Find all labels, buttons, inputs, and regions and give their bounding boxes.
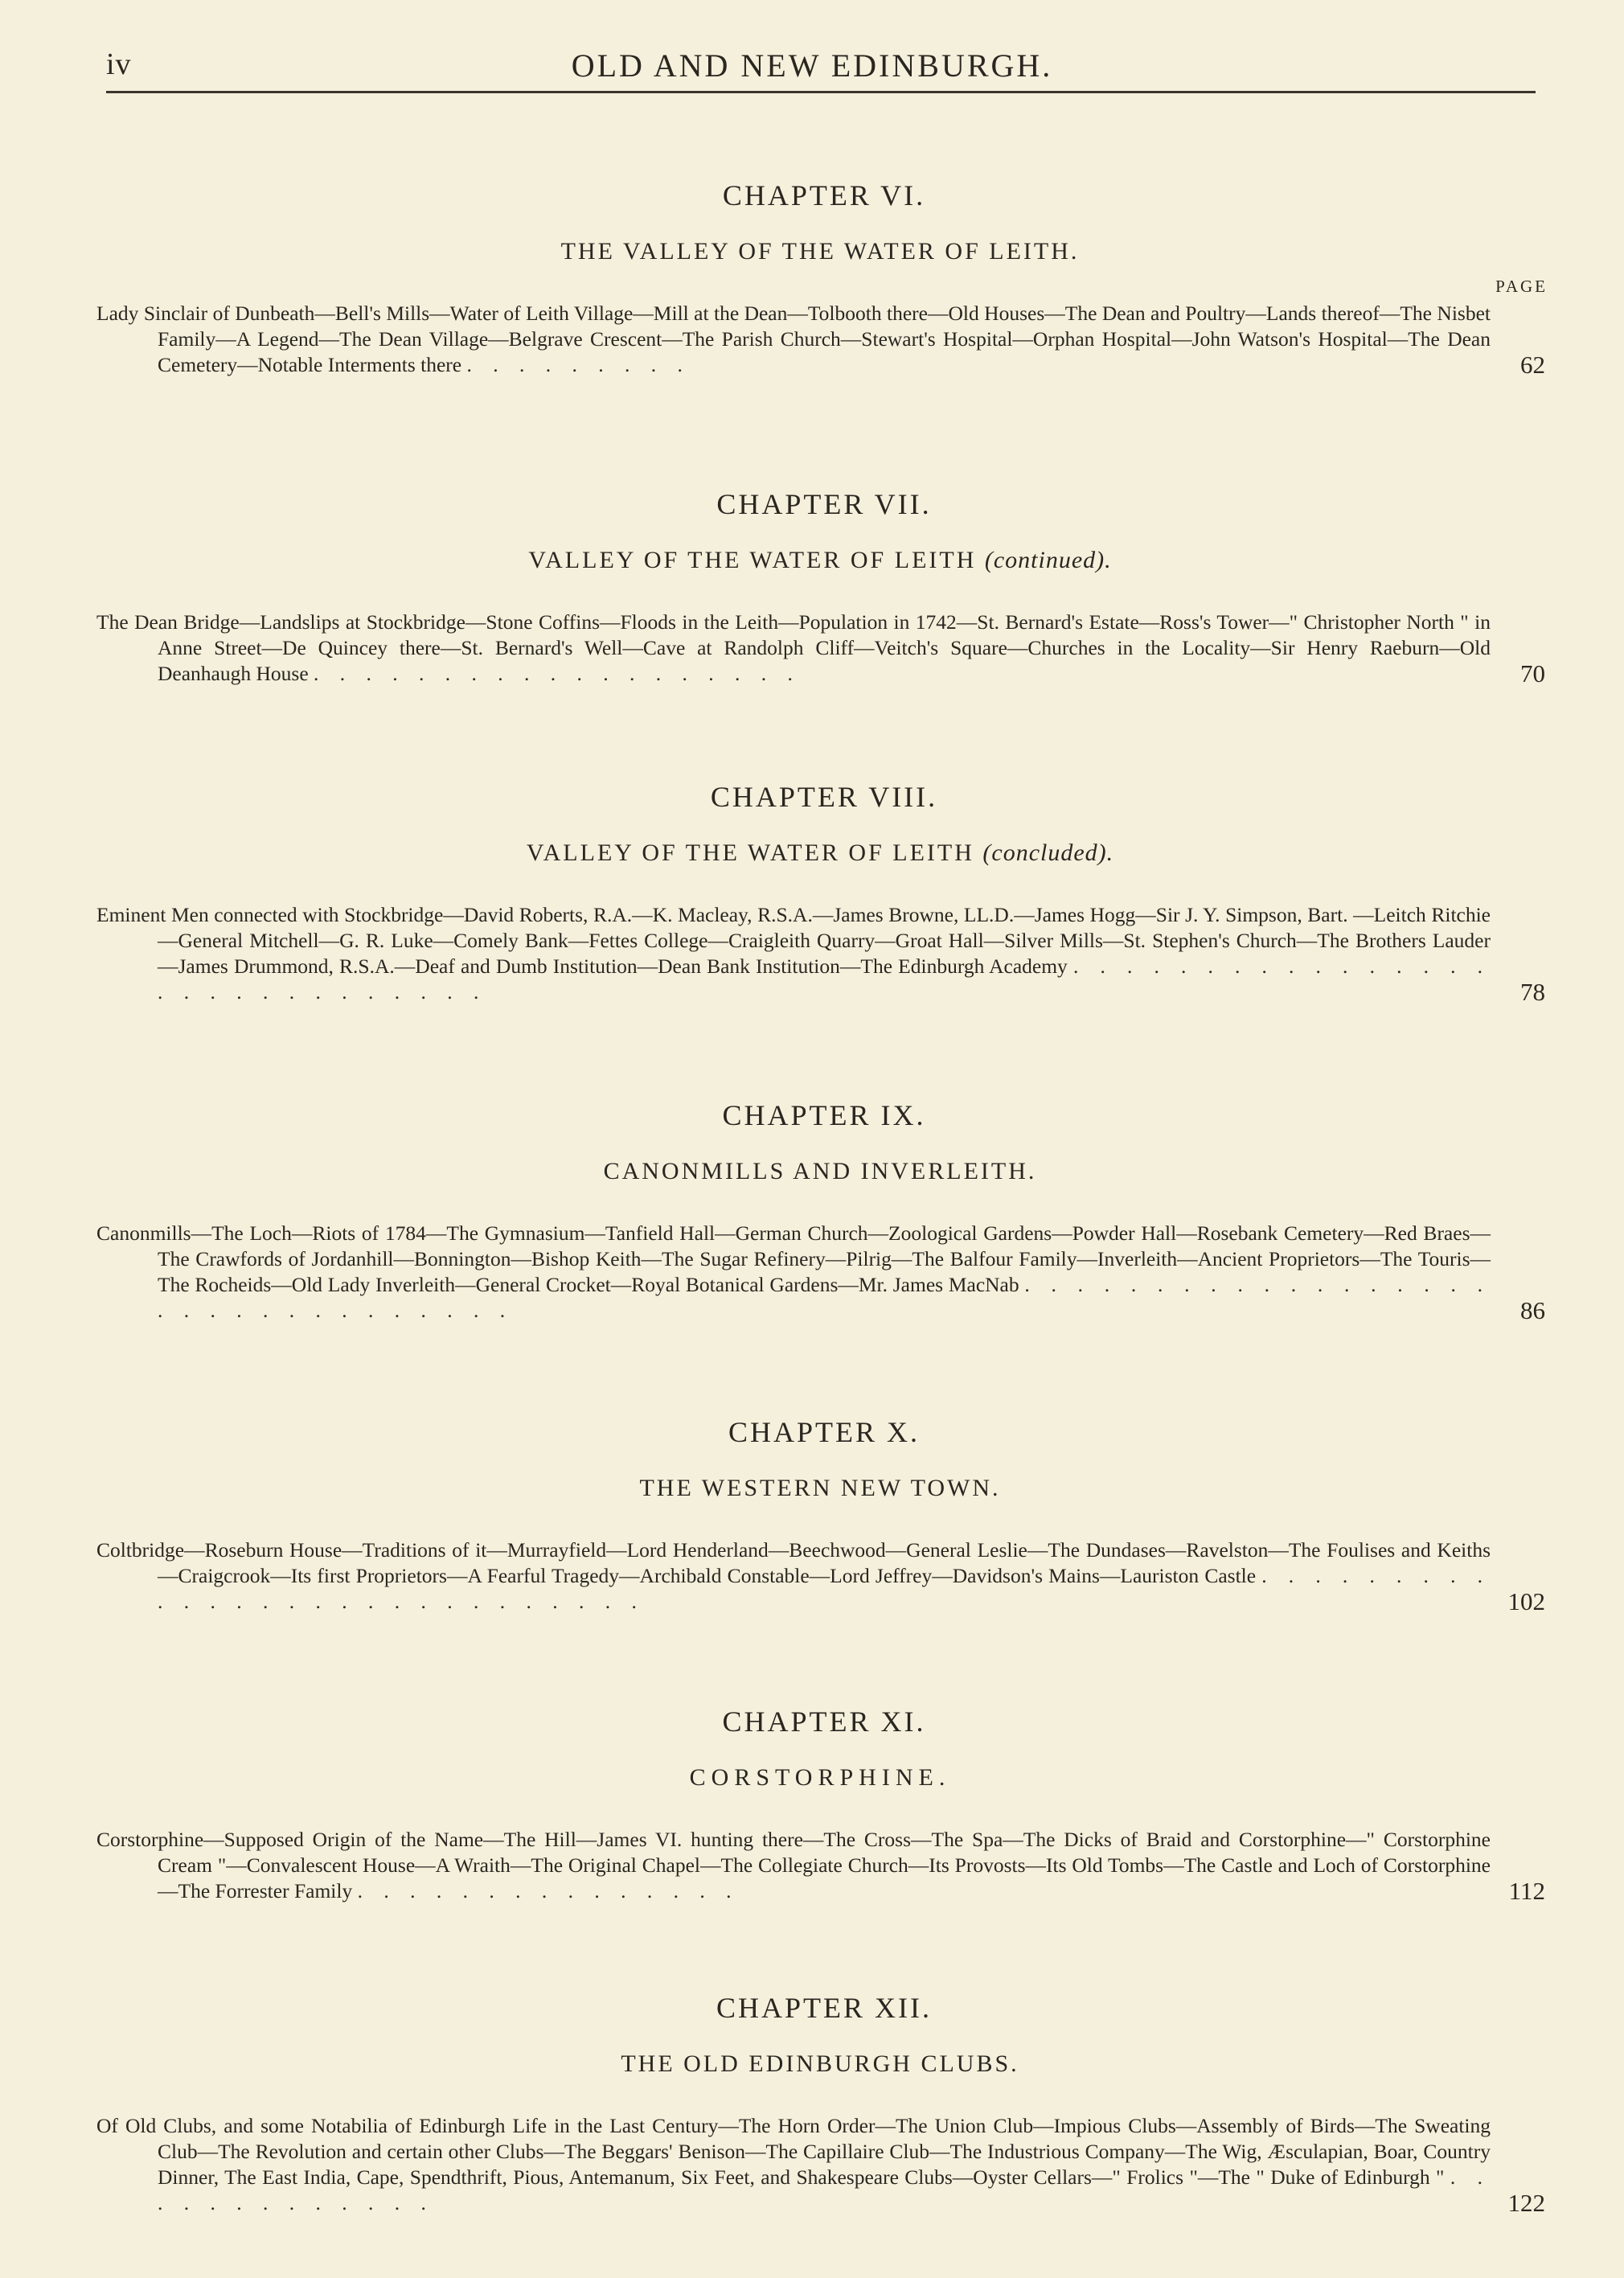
page-number: 122 bbox=[1507, 2189, 1545, 2217]
chapter-viii bbox=[96, 780, 1544, 1026]
chapter-x bbox=[96, 1415, 1544, 1636]
running-head bbox=[0, 47, 1624, 95]
chapter-number: CHAPTER XI. bbox=[722, 1705, 926, 1738]
chapter-title-text: THE VALLEY OF THE WATER OF LEITH. bbox=[560, 238, 1080, 265]
chapter-number: CHAPTER VIII. bbox=[710, 781, 938, 813]
page-number: 78 bbox=[1520, 978, 1545, 1006]
chapter-title bbox=[96, 1764, 1544, 1792]
contents-text: Corstorphine—Supposed Origin of the Name—The Hill—James VI. hunting there—The Cross—The Spa—The Dicks of Braid and Corstorphine—" Corstorphine Cream "—Convalescent House—A Wraith—The Original Chapel—The Collegiate Church—Its Provosts—Its Old Tombs—The Castle and Loch of Corstorphine—The Forrester Family bbox=[96, 1828, 1491, 1902]
chapter-number: CHAPTER IX. bbox=[722, 1099, 926, 1131]
page-number: 62 bbox=[1520, 351, 1545, 379]
chapter-title-suffix: (concluded). bbox=[982, 839, 1114, 866]
header-rule bbox=[106, 91, 1536, 93]
dot-leader: . . . . . . . . . . . . . . . . . . . bbox=[314, 662, 801, 685]
chapter-xi bbox=[96, 1705, 1544, 1925]
chapter-title-text: VALLEY OF THE WATER OF LEITH bbox=[526, 839, 974, 866]
contents-text: Canonmills—The Loch—Riots of 1784—The Gymnasium—Tanfield Hall—German Church—Zoological Gardens—Powder Hall—Rosebank Cemetery—Red Braes—The Crawfords of Jordanhill—Bonnington—Bishop Keith—The Sugar Refinery—Pilrig—The Balfour Family—Inverleith—Ancient Proprietors—The Touris—The Rocheids—Old Lady Inverleith—General Crocket—Royal Botanical Gardens—Mr. James MacNab bbox=[96, 1221, 1491, 1296]
dot-leader: . . . . . . . . . . . . . bbox=[158, 2165, 1491, 2214]
chapter-title bbox=[96, 238, 1544, 265]
contents-text: The Dean Bridge—Landslips at Stockbridge—Stone Coffins—Floods in the Leith—Population in 1742—St. Bernard's Estate—Ross's Tower—" Christopher North " in Anne Street—De Quincey there—St. Bernard's Well—Cave at Randolph Cliff—Veitch's Square—Churches in the Locality—Sir Henry Raeburn—Old Deanhaugh House bbox=[96, 610, 1491, 685]
chapter-number: CHAPTER X. bbox=[728, 1416, 921, 1448]
chapter-title bbox=[96, 839, 1544, 867]
page-column-label: PAGE bbox=[1495, 277, 1548, 296]
chapter-contents bbox=[96, 610, 1544, 687]
chapter-title-text: CORSTORPHINE. bbox=[689, 1764, 951, 1791]
chapter-contents bbox=[96, 301, 1544, 378]
contents-text: Of Old Clubs, and some Notabilia of Edinburgh Life in the Last Century—The Horn Order—The Union Club—Impious Clubs—Assembly of Birds—The Sweating Club—The Revolution and certain other Clubs—The Beggars' Benison—The Capillaire Club—The Industrious Company—The Wig, Æsculapian, Boar, Country Dinner, The East India, Cape, Spendthrift, Pious, Antemanum, Six Feet, and Shakespeare Clubs—Oyster Cellars—" Frolics "—The " Duke of Edinburgh " bbox=[96, 2114, 1491, 2189]
dot-leader: . . . . . . . . . . . . . . . . . . . . . . . . . . . . . bbox=[158, 954, 1491, 1004]
chapter-title bbox=[96, 547, 1544, 574]
chapter-vi bbox=[96, 179, 1548, 399]
dot-leader: . . . . . . . . . bbox=[466, 353, 691, 376]
chapter-contents bbox=[96, 1221, 1544, 1324]
chapter-number: CHAPTER XII. bbox=[716, 1992, 932, 2024]
chapter-title-text: CANONMILLS AND INVERLEITH. bbox=[603, 1158, 1037, 1184]
chapter-title-text: THE WESTERN NEW TOWN. bbox=[639, 1475, 1001, 1501]
chapter-title bbox=[96, 1475, 1544, 1502]
chapter-xii bbox=[96, 1991, 1544, 2237]
chapter-title-suffix: (continued). bbox=[984, 547, 1112, 573]
contents-text: Lady Sinclair of Dunbeath—Bell's Mills—Water of Leith Village—Mill at the Dean—Tolbooth there—Old Houses—The Dean and Poultry—Lands thereof—The Nisbet Family—A Legend—The Dean Village—Belgrave Crescent—The Parish Church—Stewart's Hospital—Orphan Hospital—John Watson's Hospital—The Dean Cemetery—Notable Interments there bbox=[96, 302, 1491, 376]
chapter-number: CHAPTER VI. bbox=[722, 179, 926, 211]
chapter-vii bbox=[96, 487, 1544, 708]
contents-text: Eminent Men connected with Stockbridge—David Roberts, R.A.—K. Macleay, R.S.A.—James Browne, LL.D.—James Hogg—Sir J. Y. Simpson, Bart. —Leitch Ritchie—General Mitchell—G. R. Luke—Comely Bank—Fettes College—Craigleith Quarry—Groat Hall—Silver Mills—St. Stephen's Church—The Brothers Lauder—James Drummond, R.S.A.—Deaf and Dumb Institution—Dean Bank Institution—The Edinburgh Academy bbox=[96, 903, 1491, 978]
chapter-title-text: VALLEY OF THE WATER OF LEITH bbox=[528, 547, 977, 573]
chapter-ix bbox=[96, 1098, 1544, 1344]
page-number: 86 bbox=[1520, 1296, 1545, 1324]
folio-number: iv bbox=[106, 47, 132, 81]
chapter-title-text: THE OLD EDINBURGH CLUBS. bbox=[621, 2050, 1019, 2077]
running-title: OLD AND NEW EDINBURGH. bbox=[571, 47, 1053, 84]
chapter-title bbox=[96, 1158, 1544, 1185]
dot-leader: . . . . . . . . . . . . . . . . . . . . . . . . . . . . bbox=[158, 1564, 1491, 1613]
dot-leader: . . . . . . . . . . . . . . . . . . . . . . . . . . . . . . . . bbox=[158, 1273, 1491, 1322]
dot-leader: . . . . . . . . . . . . . . . bbox=[357, 1879, 740, 1902]
chapter-number: CHAPTER VII. bbox=[716, 488, 932, 520]
chapter-contents bbox=[96, 902, 1544, 1005]
page-number: 112 bbox=[1508, 1877, 1545, 1905]
contents-text: Coltbridge—Roseburn House—Traditions of it—Murrayfield—Lord Henderland—Beechwood—General Leslie—The Dundases—Ravelston—The Foulises and Keiths—Craigcrook—Its first Proprietors—A Fearful Tragedy—Archibald Constable—Lord Jeffrey—Davidson's Mains—Lauriston Castle bbox=[96, 1538, 1491, 1587]
page-number: 70 bbox=[1520, 659, 1545, 688]
chapter-contents bbox=[96, 2113, 1544, 2216]
chapter-contents bbox=[96, 1827, 1544, 1904]
page-number: 102 bbox=[1507, 1587, 1545, 1615]
chapter-contents bbox=[96, 1537, 1544, 1615]
chapter-title bbox=[96, 2050, 1544, 2078]
